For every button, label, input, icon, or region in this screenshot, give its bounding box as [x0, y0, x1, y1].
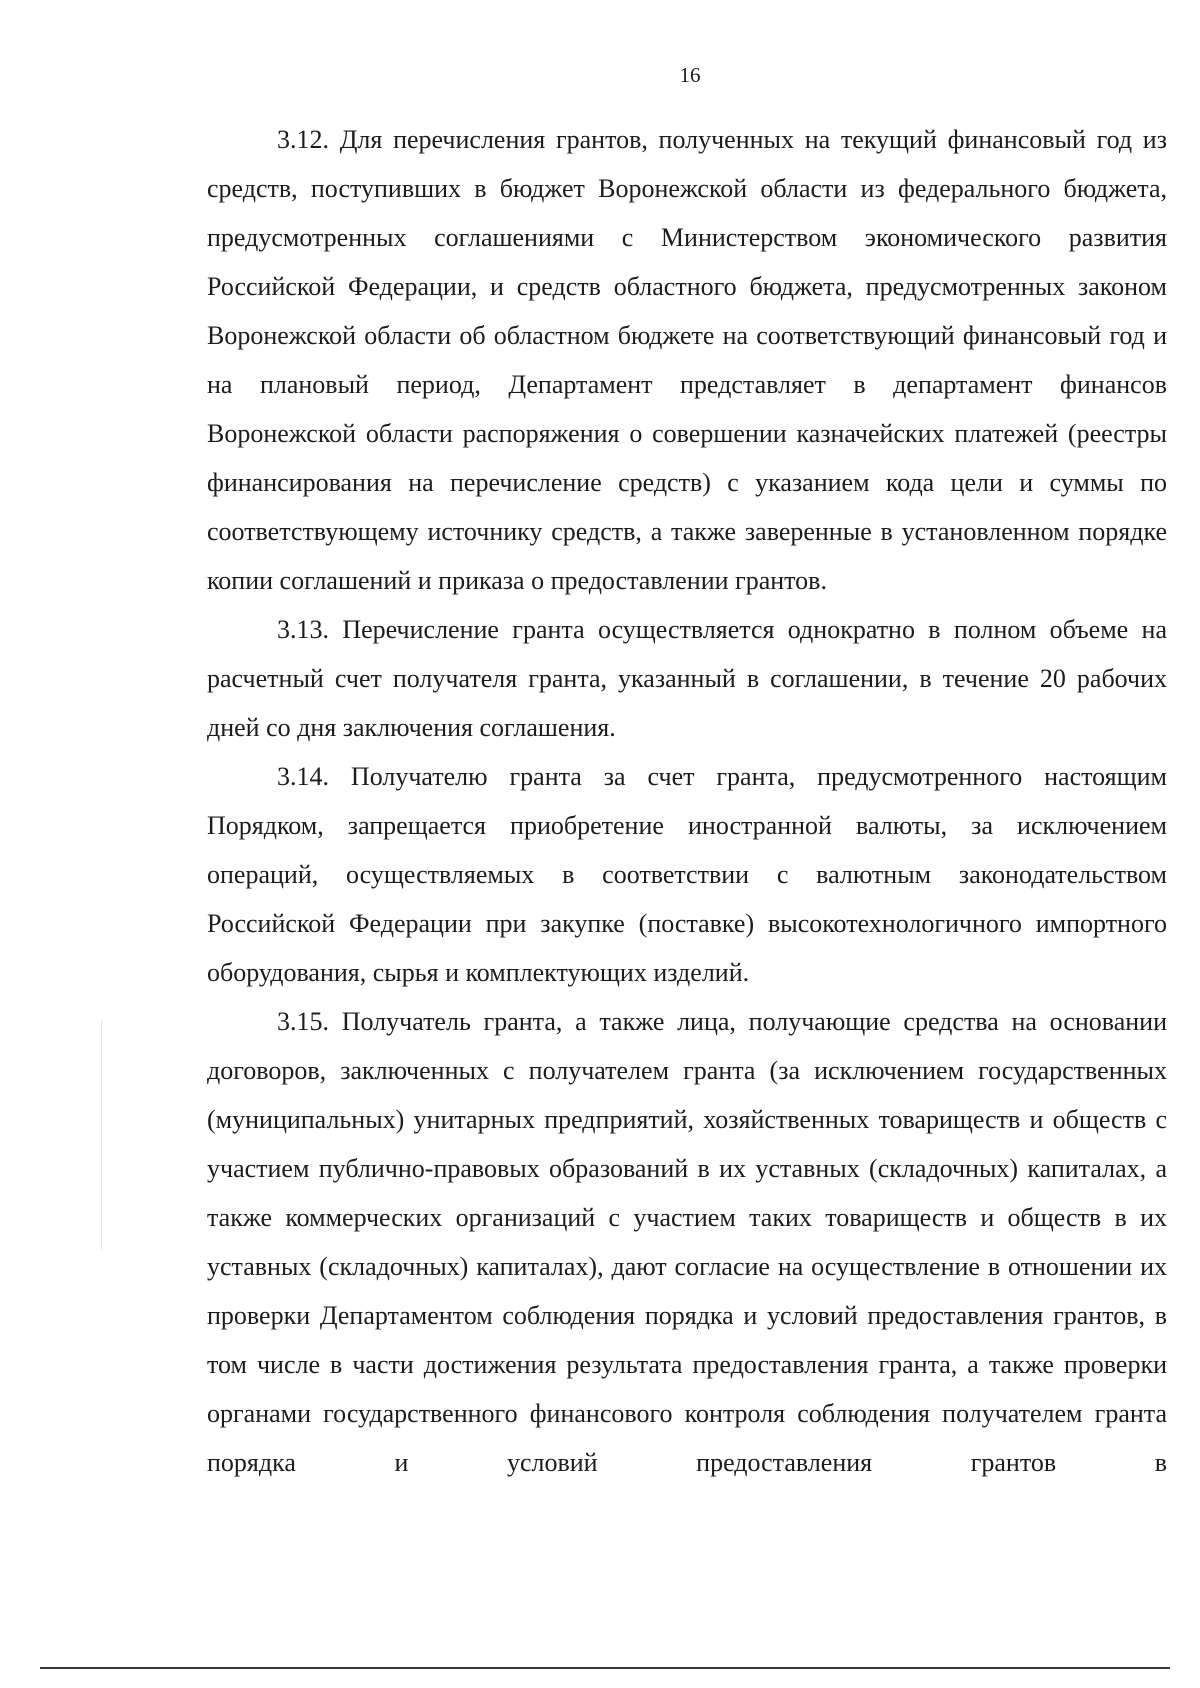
paragraph-3-15: 3.15. Получатель гранта, а также лица, получающие средства на основании договоров, заключенных с получателем гранта (за исключением государственных (муниципальных) унитарных предприятий, хозяйственных товариществ и обществ с участием публично-правовых образований в их уставных (складочных) капиталах, а также коммерческих организаций с участием таких товариществ и обществ в их уставных (складочных) капиталах), дают согласие на осуществление в отношении их проверки Департаментом соблюдения порядка и условий предоставления грантов, в том числе в части достижения результата предоставления гранта, а также проверки органами государственного финансового контроля соблюдения получателем гранта порядка и условий предоставления грантов в — [207, 1007, 1167, 1477]
paragraph-3-12: 3.12. Для перечисления грантов, полученных на текущий финансовый год из средств, поступивших в бюджет Воронежской области из федерального бюджета, предусмотренных соглашениями с Министерством экономического развития Российской Федерации, и средств областного бюджета, предусмотренных законом Воронежской области об областном бюджете на соответствующий финансовый год и на плановый период, Департамент представляет в департамент финансов Воронежской области распоряжения о совершении казначейских платежей (реестры финансирования на перечисление средств) с указанием кода цели и суммы по соответствующему источнику средств, а также заверенные в установленном порядке копии соглашений и приказа о предоставлении грантов. — [207, 125, 1167, 595]
scan-margin-mark — [101, 1020, 102, 1250]
bottom-rule — [40, 1667, 1170, 1669]
page-number: 16 — [679, 63, 701, 87]
paragraph-3-14: 3.14. Получателю гранта за счет гранта, предусмотренного настоящим Порядком, запрещается приобретение иностранной валюты, за исключением операций, осуществляемых в соответствии с валютным законодательством Российской Федерации при закупке (поставке) высокотехнологичного импортного оборудования, сырья и комплектующих изделий. — [207, 762, 1167, 987]
document-body — [207, 115, 1167, 1487]
paragraph-3-13: 3.13. Перечисление гранта осуществляется однократно в полном объеме на расчетный счет получателя гранта, указанный в соглашении, в течение 20 рабочих дней со дня заключения соглашения. — [207, 615, 1167, 742]
